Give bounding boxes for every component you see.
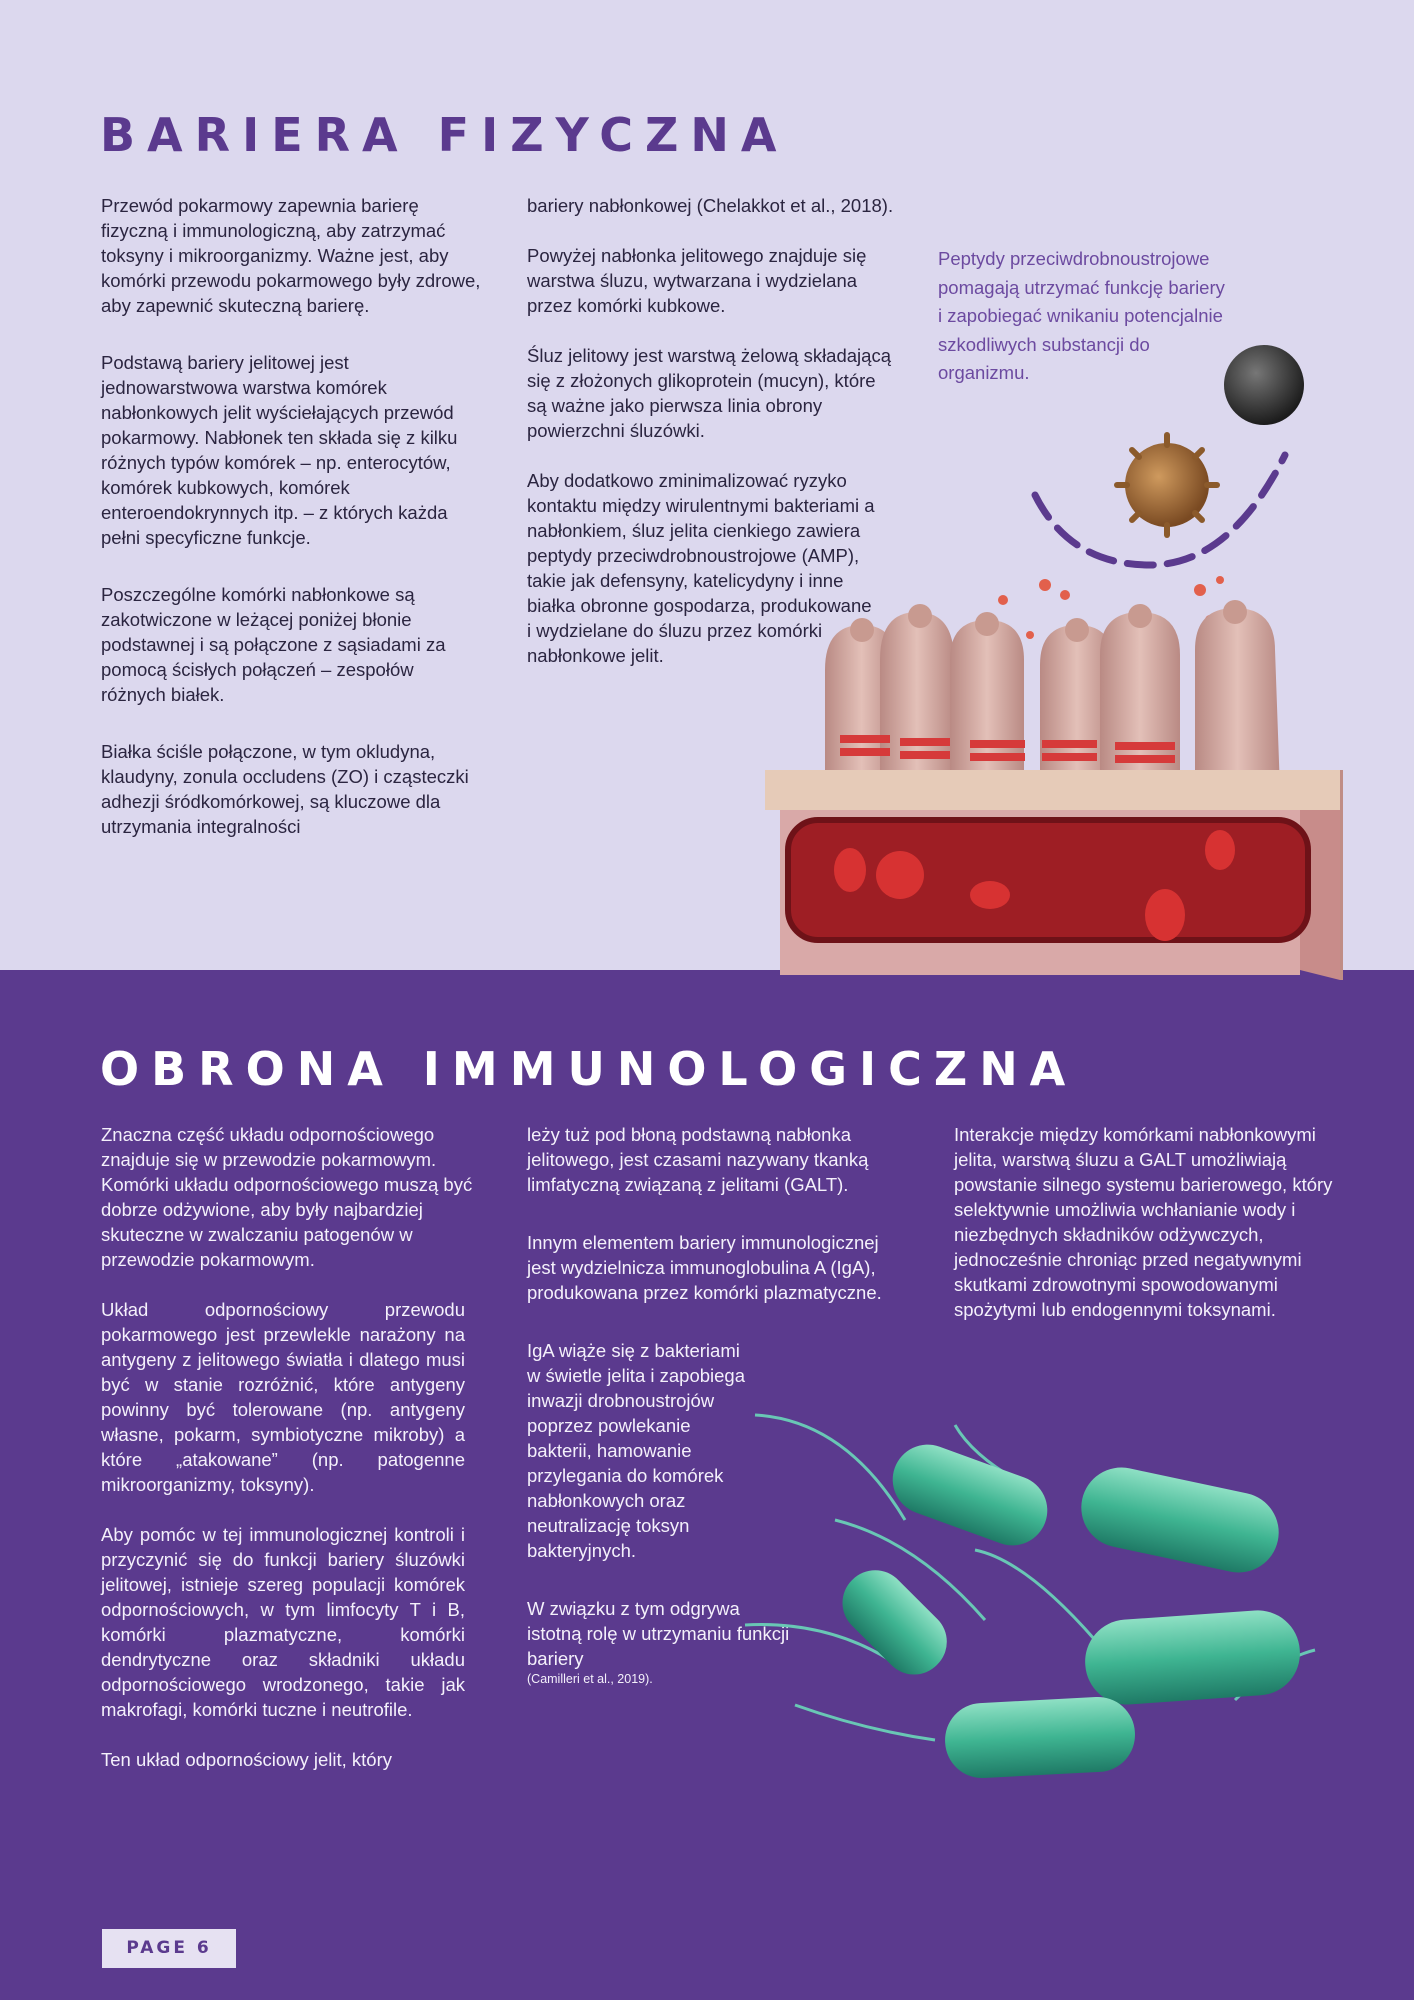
section-title-physical-barrier: BARIERA FIZYCZNA bbox=[100, 108, 789, 162]
paragraph: Znaczna część układu odpornościowego znajduje się w przewodzie pokarmowym. Komórki układu odpornościowego muszą być dobrze odżywione, aby były najbardziej skuteczne w zwalczaniu patogenów w przewodzie pokarmowym. bbox=[101, 1124, 473, 1270]
paragraph: Aby pomóc w tej immunologicznej kontroli i przyczynić się do funkcji bariery śluzówki jelitowej, istnieje szereg populacji komórek odpornościowych, w tym limfocyty T i B, komórki plazmatyczne, komórki dendrytyczne oraz składniki układu odpornościowego wrodzonego, takie jak makrofagi, komórki tuczne i neutrofile. bbox=[101, 1524, 465, 1720]
bacteria-illustration bbox=[715, 1400, 1335, 1820]
immune-defense-column-1 bbox=[101, 1122, 481, 1772]
paragraph: Przewód pokarmowy zapewnia barierę fizyczną i immunologiczną, aby zatrzymać toksyny i mikroorganizmy. Ważne jest, aby komórki przewodu pokarmowego były zdrowe, aby zapewnić skuteczną barierę. bbox=[101, 195, 481, 316]
virus-icon bbox=[1117, 435, 1217, 535]
section-title-immune-defense: OBRONA IMMUNOLOGICZNA bbox=[100, 1042, 1078, 1096]
paragraph: Powyżej nabłonka jelitowego znajduje się warstwa śluzu, wytwarzana i wydzielana przez komórki kubkowe. bbox=[527, 245, 867, 316]
paragraph: Innym elementem bariery immunologicznej jest wydzielnicza immunoglobulina A (IgA), produkowana przez komórki plazmatyczne. bbox=[527, 1232, 882, 1303]
amp-callout: Peptydy przeciwdrobnoustrojowe pomagają utrzymać funkcję bariery i zapobiegać wnikaniu potencjalnie szkodliwych substancji do organizmu. bbox=[938, 248, 1225, 383]
paragraph: Aby dodatkowo zminimalizować ryzyko kontaktu między wirulentnymi bakteriami a nabłonkiem, śluz jelita cienkiego zawiera peptydy przeciwdrobnoustrojowe (AMP), takie jak defensyny, katelicydyny i inne białka obronne gospodarza, produkowane i wydzielane do śluzu przez komórki nabłonkowe jelit. bbox=[527, 470, 875, 666]
immune-defense-column-3: Interakcje między komórkami nabłonkowymi jelita, warstwą śluzu a GALT umożliwiają powstanie silnego systemu barierowego, który selektywnie umożliwia wchłanianie wody i niezbędnych składników odżywczych, jednocześnie chroniąc przed negatywnymi skutkami zdrowotnymi spowodowanymi spożytymi lub endogennymi toksynami. bbox=[954, 1124, 1333, 1320]
paragraph: W związku z tym odgrywa istotną rolę w utrzymaniu funkcji bariery bbox=[527, 1598, 790, 1669]
intestinal-barrier-illustration bbox=[740, 330, 1360, 1010]
paragraph: Białka ściśle połączone, w tym okludyna, klaudyny, zonula occludens (ZO) i cząsteczki adhezji śródkomórkowej, są kluczowe dla utrzymania integralności bbox=[101, 741, 469, 837]
paragraph: Podstawą bariery jelitowej jest jednowarstwowa warstwa komórek nabłonkowych jelit wyściełających przewód pokarmowy. Nabłonek ten składa się z kilku różnych typów komórek – np. enterocytów, komórek kubkowych, komórek enteroendokrynnych itp. – z których każda pełni specyficzne funkcje. bbox=[101, 352, 458, 548]
paragraph: Ten układ odpornościowy jelit, który bbox=[101, 1749, 393, 1770]
paragraph: Śluz jelitowy jest warstwą żelową składającą się z złożonych glikoprotein (mucyn), które są ważne jako pierwsza linia obrony powierzchni śluzówki. bbox=[527, 345, 891, 441]
epithelial-villi bbox=[825, 600, 1280, 790]
paragraph: Poszczególne komórki nabłonkowe są zakotwiczone w leżącej poniżej błonie podstawnej i są połączone z sąsiadami za pomocą ścisłych połączeń – zespołów różnych białek. bbox=[101, 584, 446, 705]
paragraph: IgA wiąże się z bakteriami w świetle jelita i zapobiega inwazji drobnoustrojów poprzez powlekanie bakterii, hamowanie przylegania do komórek nabłonkowych oraz neutralizację toksyn bakteryjnych. bbox=[527, 1340, 746, 1561]
basement-membrane bbox=[765, 770, 1340, 810]
pathogen-icon bbox=[1224, 345, 1304, 425]
paragraph: Układ odpornościowy przewodu pokarmowego jest przewlekle narażony na antygeny z jelitowego światła i dlatego musi być w stanie rozróżnić, które antygeny powinny być tolerowane (np. antygeny własne, pokarm, symbiotyczne mikroby) a które „atakowane” (np. patogenne mikroorganizmy, toksyny). bbox=[101, 1299, 465, 1495]
citation: (Camilleri et al., 2019). bbox=[527, 1672, 653, 1686]
page-number: PAGE 6 bbox=[102, 1929, 236, 1968]
paragraph: leży tuż pod błoną podstawną nabłonka jelitowego, jest czasami nazywany tkanką limfatyczną związaną z jelitami (GALT). bbox=[527, 1124, 869, 1195]
physical-barrier-column-1 bbox=[101, 193, 486, 839]
paragraph: bariery nabłonkowej (Chelakkot et al., 2018). bbox=[527, 195, 894, 216]
